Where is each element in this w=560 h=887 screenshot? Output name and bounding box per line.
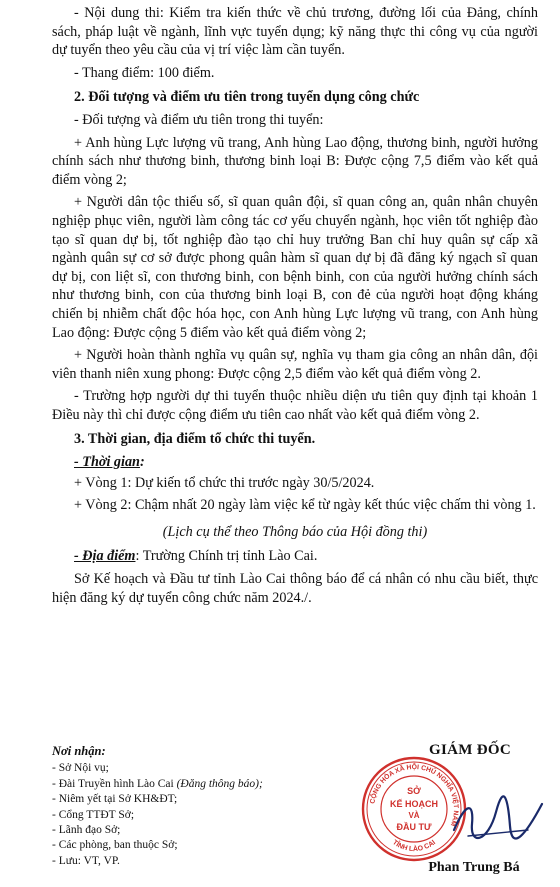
seal-line-1: SỞ: [407, 786, 421, 796]
document-body: [52, 4, 538, 611]
recipient-item: - Sở Nội vụ;: [52, 762, 109, 775]
round-2-paragraph: + Vòng 2: Chậm nhất 20 ngày làm việc kể từ ngày kết thúc việc chấm thi vòng 1.: [74, 497, 536, 514]
seal-ring-text: CỘNG HÒA XÃ HỘI CHỦ NGHĨA VIỆT NAM: [369, 763, 460, 828]
score-scale-paragraph: - Thang điểm: 100 điểm.: [74, 64, 215, 81]
handwritten-signature: [448, 790, 548, 850]
recipient-item: - Cổng TTĐT Sở;: [52, 808, 135, 821]
place-value: : Trường Chính trị tỉnh Lào Cai.: [135, 548, 318, 565]
exam-content-paragraph: - Nội dung thi: Kiểm tra kiến thức về chủ trương, đường lối của Đảng, chính sách, pháp luật về ngành, lĩnh vực tuyển dụng; kỹ năng thực thi công vụ của người dự tuyển theo yêu cầu của vị trí việc làm cần tuyển.: [52, 5, 538, 59]
recipient-item-note: (Đăng thông báo);: [176, 777, 263, 790]
round-1-paragraph: + Vòng 1: Dự kiến tổ chức thi trước ngày 30/5/2024.: [74, 474, 375, 491]
recipient-item: - Niêm yết tại Sở KH&ĐT;: [52, 793, 178, 806]
section-2-heading: 2. Đối tượng và điểm ưu tiên trong tuyển dụng công chức: [74, 89, 420, 106]
priority-group-3-paragraph: + Người hoàn thành nghĩa vụ quân sự, nghĩa vụ tham gia công an nhân dân, đội viên thanh niên xung phong: Được cộng 2,5 điểm vào kết quả điểm vòng 2.: [52, 347, 538, 382]
place-paragraph: [52, 547, 538, 566]
seal-line-2: KẾ HOẠCH: [389, 799, 439, 809]
recipient-item: - Lưu: VT, VP.: [52, 854, 120, 867]
signer-role: GIÁM ĐỐC: [429, 742, 511, 758]
recipients-block: [52, 744, 263, 869]
multiple-priority-paragraph: - Trường hợp người dự thi tuyển thuộc nhiều diện ưu tiên quy định tại khoản 1 Điều này thì chỉ được cộng điểm ưu tiên cao nhất vào kết quả điểm vòng 2.: [52, 388, 538, 423]
svg-text:TỈNH LÀO CAI: [391, 839, 437, 853]
seal-line-3: VÀ: [408, 811, 420, 820]
seal-line-4: ĐẦU TƯ: [396, 822, 432, 832]
recipient-item-label: - Đài Truyền hình Lào Cai: [52, 777, 177, 790]
time-heading: - Thời gian:: [74, 454, 145, 471]
section-3-heading: 3. Thời gian, địa điểm tổ chức thi tuyển.: [74, 431, 316, 448]
priority-group-2-paragraph: + Người dân tộc thiểu số, sĩ quan quân đội, sĩ quan công an, quân nhân chuyên nghiệp phục viên, người làm công tác cơ yếu chuyển ngành, học viên tốt nghiệp đào tạo sĩ quan dự bị, tốt nghiệp đào tạo chỉ huy trưởng Ban chỉ huy quân sự cấp xã ngành quân sự cơ sở được phong quân hàm sĩ quan dự bị đã đăng ký ngạch sĩ quan dự bị, con liệt sĩ, con thương binh, con bệnh binh, con của người hưởng chính sách như thương binh, con của thương binh loại B, con đẻ của người hoạt động kháng chiến bị nhiễm chất độc hóa học, con Anh hùng Lực lượng vũ trang, con Anh hùng Lao động: Được cộng 5 điểm vào kết quả điểm vòng 2;: [52, 194, 538, 341]
seal-bottom-text: TỈNH LÀO CAI: [391, 839, 437, 854]
recipients-title: Nơi nhận:: [52, 744, 106, 758]
priority-intro-paragraph: - Đối tượng và điểm ưu tiên trong thi tuyển:: [74, 111, 324, 128]
recipient-item: - Các phòng, ban thuộc Sở;: [52, 839, 178, 852]
time-label: - Thời gian: [74, 454, 140, 471]
recipient-item: - Lãnh đạo Sở;: [52, 824, 121, 837]
recipient-item: [52, 777, 263, 792]
schedule-note: (Lịch cụ thể theo Thông báo của Hội đồng thi): [162, 523, 428, 540]
priority-group-1-paragraph: + Anh hùng Lực lượng vũ trang, Anh hùng Lao động, thương binh, người hưởng chính sách như thương binh, thương binh loại B: Được cộng 7,5 điểm vào kết quả điểm vòng 2;: [52, 134, 538, 188]
signer-name: Phan Trung Bá: [428, 860, 520, 875]
closing-paragraph: Sở Kế hoạch và Đầu tư tỉnh Lào Cai thông báo để cá nhân có nhu cầu biết, thực hiện đăng ký dự tuyển công chức năm 2024./.: [52, 571, 538, 606]
place-label: - Địa điểm: [74, 548, 136, 565]
